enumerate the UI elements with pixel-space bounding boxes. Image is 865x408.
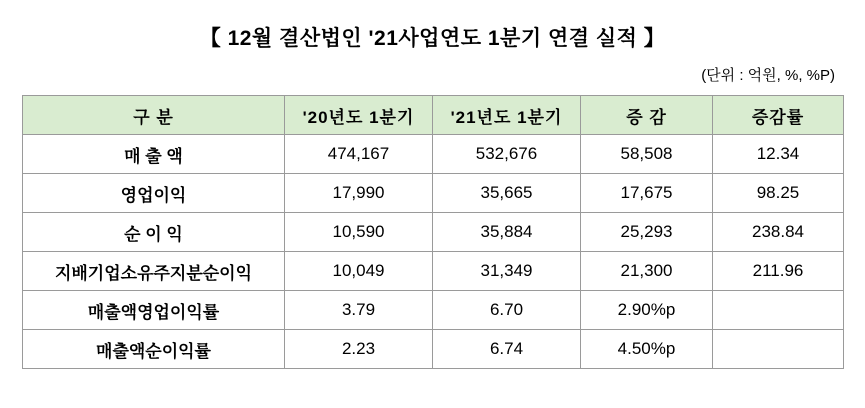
cell-q1-2021: 31,349 bbox=[433, 252, 581, 291]
cell-q1-2020: 10,049 bbox=[285, 252, 433, 291]
cell-change: 25,293 bbox=[581, 213, 713, 252]
cell-q1-2020: 474,167 bbox=[285, 135, 433, 174]
column-header-change-rate: 증감률 bbox=[713, 96, 844, 135]
cell-change-rate bbox=[713, 291, 844, 330]
cell-q1-2021: 6.74 bbox=[433, 330, 581, 369]
cell-change-rate: 211.96 bbox=[713, 252, 844, 291]
cell-change: 2.90%p bbox=[581, 291, 713, 330]
cell-change: 21,300 bbox=[581, 252, 713, 291]
cell-q1-2021: 35,884 bbox=[433, 213, 581, 252]
results-table bbox=[22, 95, 844, 369]
column-header-q1-2021: '21년도 1분기 bbox=[433, 96, 581, 135]
cell-q1-2020: 2.23 bbox=[285, 330, 433, 369]
cell-q1-2020: 17,990 bbox=[285, 174, 433, 213]
cell-q1-2021: 532,676 bbox=[433, 135, 581, 174]
row-label: 순 이 익 bbox=[23, 213, 285, 252]
table-row bbox=[23, 174, 844, 213]
table-row bbox=[23, 213, 844, 252]
table-body bbox=[23, 135, 844, 369]
cell-change: 17,675 bbox=[581, 174, 713, 213]
cell-q1-2020: 10,590 bbox=[285, 213, 433, 252]
column-header-division: 구 분 bbox=[23, 96, 285, 135]
cell-change: 4.50%p bbox=[581, 330, 713, 369]
row-label: 매출액영업이익률 bbox=[23, 291, 285, 330]
row-label: 지배기업소유주지분순이익 bbox=[23, 252, 285, 291]
cell-change-rate: 238.84 bbox=[713, 213, 844, 252]
table-container bbox=[0, 85, 865, 369]
table-row bbox=[23, 291, 844, 330]
cell-q1-2021: 35,665 bbox=[433, 174, 581, 213]
cell-change: 58,508 bbox=[581, 135, 713, 174]
cell-q1-2020: 3.79 bbox=[285, 291, 433, 330]
column-header-change: 증 감 bbox=[581, 96, 713, 135]
cell-change-rate: 98.25 bbox=[713, 174, 844, 213]
column-header-q1-2020: '20년도 1분기 bbox=[285, 96, 433, 135]
cell-change-rate bbox=[713, 330, 844, 369]
table-header-row bbox=[23, 96, 844, 135]
row-label: 매출액순이익률 bbox=[23, 330, 285, 369]
table-row bbox=[23, 252, 844, 291]
unit-note: (단위 : 억원, %, %P) bbox=[701, 67, 835, 84]
table-header bbox=[23, 96, 844, 135]
table-row bbox=[23, 135, 844, 174]
row-label: 매 출 액 bbox=[23, 135, 285, 174]
page-title: 【 12월 결산법인 '21사업연도 1분기 연결 실적 】 bbox=[199, 27, 666, 50]
cell-q1-2021: 6.70 bbox=[433, 291, 581, 330]
cell-change-rate: 12.34 bbox=[713, 135, 844, 174]
table-row bbox=[23, 330, 844, 369]
row-label: 영업이익 bbox=[23, 174, 285, 213]
